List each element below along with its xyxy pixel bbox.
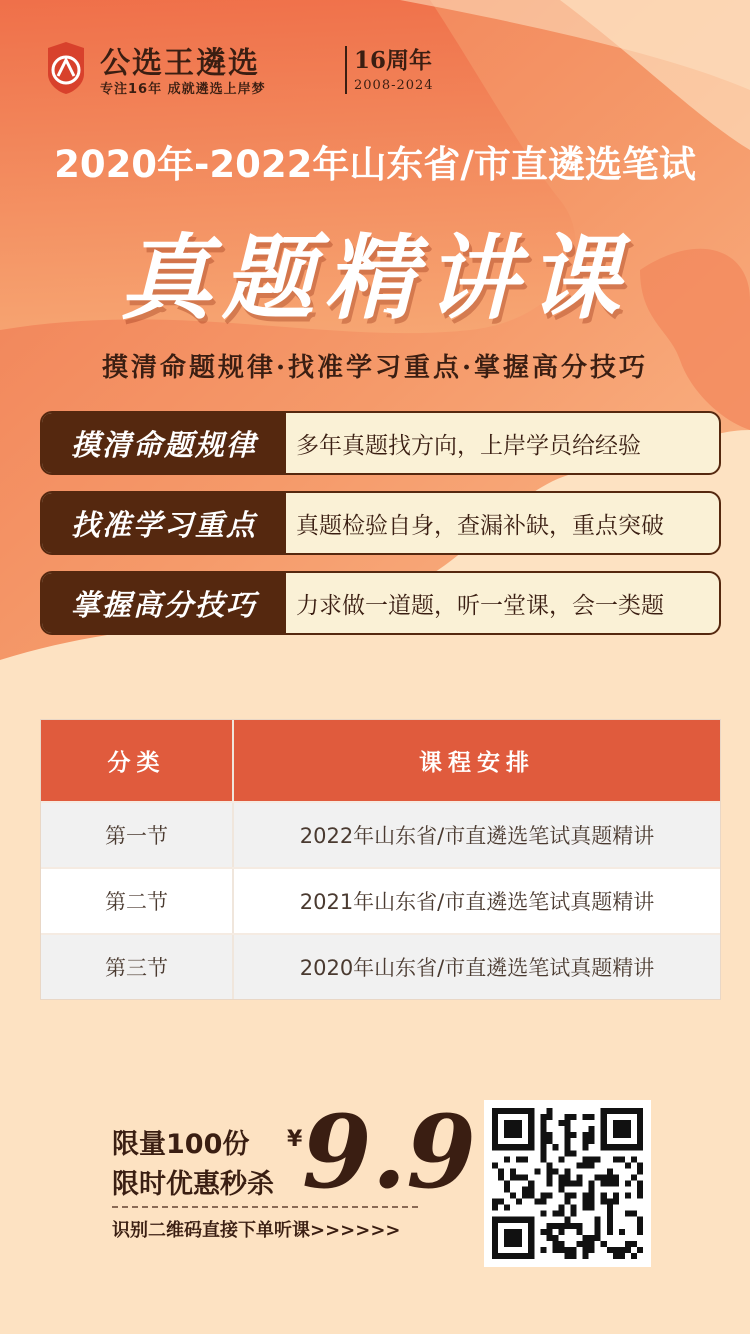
brand-name: 公选王遴选: [100, 46, 260, 81]
table-header-schedule: 课程安排: [234, 720, 720, 801]
table-row: [41, 933, 720, 999]
table-cell-section: 第三节: [41, 935, 234, 999]
table-cell-content: 2020年山东省/市直遴选笔试真题精讲: [234, 935, 720, 999]
table-row: [41, 801, 720, 867]
price: 9.9: [302, 1093, 476, 1211]
table-cell-section: 第二节: [41, 869, 234, 933]
brand-divider: [345, 46, 347, 94]
currency-symbol: ¥: [287, 1127, 303, 1152]
feature-row: [40, 411, 721, 475]
feature-text: 真题检验自身，查漏补缺，重点突破: [296, 512, 664, 539]
subtitle: 摸清命题规律·找准学习重点·掌握高分技巧: [101, 353, 649, 383]
feature-label: 掌握高分技巧: [42, 573, 286, 633]
table-header-row: [41, 720, 720, 801]
course-title: 真题精讲课: [119, 225, 630, 332]
offer-flash-sale: 限时优惠秒杀: [112, 1169, 274, 1200]
dashed-divider: [112, 1206, 418, 1208]
brand-anniversary: 16周年: [354, 47, 433, 74]
table-row: [41, 867, 720, 933]
qr-code-pattern: [492, 1108, 643, 1259]
feature-text: 多年真题找方向，上岸学员给经验: [296, 432, 641, 459]
brand-year-range: 2008-2024: [354, 78, 434, 93]
table-cell-content: 2021年山东省/市直遴选笔试真题精讲: [234, 869, 720, 933]
qr-code[interactable]: [484, 1100, 651, 1267]
feature-label: 摸清命题规律: [42, 413, 286, 473]
table-cell-content: 2022年山东省/市直遴选笔试真题精讲: [234, 803, 720, 867]
table-header-category: 分类: [41, 720, 234, 801]
feature-row: [40, 491, 721, 555]
brand-slogan: 专注16年 成就遴选上岸梦: [100, 82, 266, 97]
feature-label: 找准学习重点: [42, 493, 286, 553]
brand-seal-icon: [44, 40, 88, 96]
feature-text: 力求做一道题，听一堂课，会一类题: [296, 592, 664, 619]
headline: 2020年-2022年山东省/市直遴选笔试: [54, 143, 696, 186]
purchase-cta: 识别二维码直接下单听课>>>>>>: [112, 1220, 401, 1241]
table-cell-section: 第一节: [41, 803, 234, 867]
offer-limit: 限量100份: [112, 1129, 250, 1160]
schedule-table: [40, 719, 721, 1000]
feature-row: [40, 571, 721, 635]
